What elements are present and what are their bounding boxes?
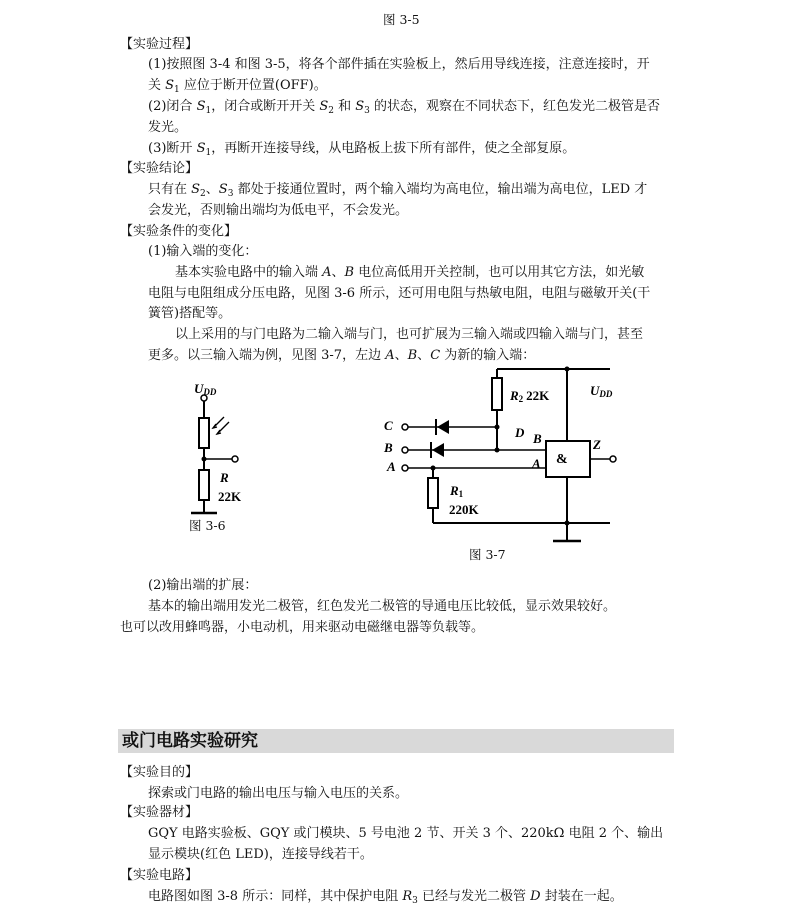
conclusion-line1: 只有在 $S_2$、$S_3$ 都处于接通位置时，两个输入端均为高电位，输出端为高电位，LED 才 xyxy=(148,182,648,199)
or-circuit-text: 电路图如图 3-8 所示：同样，其中保护电阻 $R_3$ 已经与发光二极管 D 封装在一起。 xyxy=(148,889,623,906)
output-change-title: (2)输出端的扩展： xyxy=(148,578,258,593)
process-step2-line2: 发光。 xyxy=(148,120,188,135)
section-title-process: 【实验过程】 xyxy=(120,37,199,52)
figure-3-5-caption: 图 3-5 xyxy=(383,12,420,27)
fig37-r1-label: R1 xyxy=(450,483,464,499)
process-step1-line1: (1)按照图 3-4 和图 3-5，将各个部件插在实验板上，然后用导线连接，注意连接时，开 xyxy=(148,57,650,72)
or-gate-section-heading: 或门电路实验研究 xyxy=(118,729,674,753)
node-d-label: D xyxy=(515,425,525,440)
fig37-r1-value: 220K xyxy=(449,502,479,517)
input-change-p1-line1: 基本实验电路中的输入端 A、B 电位高低用开关控制，也可以用其它方法，如光敏 xyxy=(175,265,645,280)
input-change-p1-line2: 电阻与电阻组成分压电路，见图 3-6 所示，还可用电阻与热敏电阻，电阻与磁敏开关(干 xyxy=(148,286,651,301)
fig36-r-label: R xyxy=(220,470,229,485)
or-equipment-title: 【实验器材】 xyxy=(120,805,199,820)
section-title-changes: 【实验条件的变化】 xyxy=(120,224,238,239)
gate-b-label: B xyxy=(533,431,542,446)
process-step1-line2: 关 $S_1$ 应位于断开位置(OFF)。 xyxy=(148,78,327,95)
input-change-p2-line2: 更多。以三输入端为例，见图 3-7，左边 A、B、C 为新的输入端： xyxy=(148,348,536,363)
output-change-line2: 也可以改用蜂鸣器，小电动机，用来驱动电磁继电器等负载等。 xyxy=(120,620,485,635)
fig37-udd-label: UDD xyxy=(590,383,613,399)
light-arrows-icon xyxy=(213,417,229,434)
fig36-r-value: 22K xyxy=(218,489,242,504)
or-purpose-title: 【实验目的】 xyxy=(120,765,199,780)
or-equipment-line2: 显示模块(红色 LED)，连接导线若干。 xyxy=(148,847,373,862)
output-change-line1: 基本的输出端用发光二极管，红色发光二极管的导通电压比较低，显示效果较好。 xyxy=(148,599,617,614)
fig37-r2-label: R2 22K xyxy=(510,388,550,404)
figure-3-7-circuit xyxy=(402,369,616,541)
diode-b-icon xyxy=(431,442,444,458)
figure-3-7-caption: 图 3-7 xyxy=(469,547,506,562)
or-purpose-text: 探索或门电路的输出电压与输入电压的关系。 xyxy=(148,786,409,801)
or-equipment-line1: GQY 电路实验板、GQY 或门模块、5 号电池 2 节、开关 3 个、220kΩ 电阻 2 个、输出 xyxy=(148,826,664,841)
conclusion-line2: 会发光，否则输出端均为低电平，不会发光。 xyxy=(148,203,409,218)
input-b-label: B xyxy=(384,440,393,455)
figure-3-6-caption: 图 3-6 xyxy=(189,518,226,533)
input-a-label: A xyxy=(387,459,396,474)
process-step3: (3)断开 $S_1$，再断开连接导线，从电路板上拔下所有部件，使之全部复原。 xyxy=(148,141,576,158)
and-gate-symbol: & xyxy=(556,452,568,467)
section-title-conclusion: 【实验结论】 xyxy=(120,161,199,176)
process-step2-line1: (2)闭合 $S_1$，闭合或断开开关 $S_2$ 和 $S_3$ 的状态，观察在不同状态下，红色发光二极管是否 xyxy=(148,99,661,116)
input-change-p1-line3: 簧管)搭配等。 xyxy=(148,306,232,321)
output-z-label: Z xyxy=(593,437,601,452)
input-c-label: C xyxy=(384,418,393,433)
diode-c-icon xyxy=(436,419,449,435)
input-change-p2-line1: 以上采用的与门电路为二输入端与门，也可扩展为三输入端或四输入端与门，甚至 xyxy=(175,327,644,342)
gate-a-label: A xyxy=(532,456,541,471)
or-circuit-title: 【实验电路】 xyxy=(120,868,199,883)
input-change-title: (1)输入端的变化： xyxy=(148,244,258,259)
fig36-udd-label: UDD xyxy=(194,381,217,397)
